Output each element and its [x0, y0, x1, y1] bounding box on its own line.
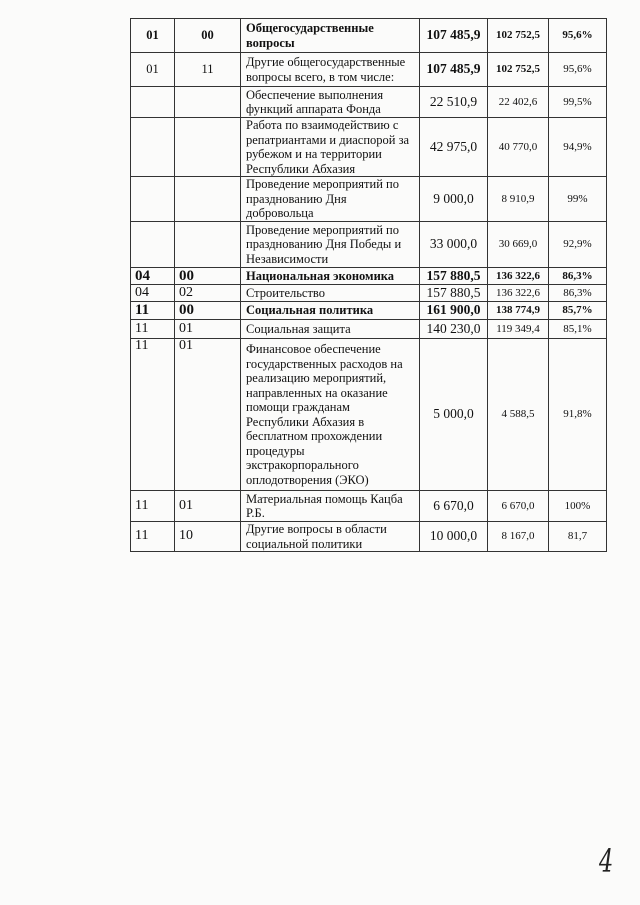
section-code — [131, 87, 175, 118]
planned-amount: 22 510,9 — [420, 87, 488, 118]
actual-amount: 102 752,5 — [488, 19, 549, 53]
handwritten-page-number: 4 — [599, 842, 614, 880]
section-code: 11 — [131, 302, 175, 320]
section-code — [131, 222, 175, 268]
section-code — [131, 118, 175, 177]
item-name: Работа по взаимодействию с репатриантами и диаспорой за рубежом и на территории Республики Абхазия — [241, 118, 420, 177]
planned-amount: 6 670,0 — [420, 491, 488, 522]
table-row — [131, 53, 607, 87]
section-code: 01 — [131, 19, 175, 53]
planned-amount: 5 000,0 — [420, 339, 488, 491]
table-row — [131, 339, 607, 491]
table-row — [131, 87, 607, 118]
subsection-code: 00 — [175, 268, 241, 285]
planned-amount: 42 975,0 — [420, 118, 488, 177]
subsection-code: 01 — [175, 491, 241, 522]
actual-amount: 4 588,5 — [488, 339, 549, 491]
table-row — [131, 268, 607, 285]
execution-percent: 95,6% — [549, 19, 607, 53]
actual-amount: 8 167,0 — [488, 522, 549, 552]
item-name: Финансовое обеспечение государственных расходов на реализацию мероприятий, направленных на оказание помощи гражданам Республики Абхазия в бесплатном прохождении процедуры экстракорпорального оплодотворения (ЭКО) — [241, 339, 420, 491]
item-name: Другие общегосударственные вопросы всего, в том числе: — [241, 53, 420, 87]
table-row — [131, 491, 607, 522]
item-name: Материальная помощь Кацба Р.Б. — [241, 491, 420, 522]
subsection-code: 01 — [175, 320, 241, 339]
subsection-code: 10 — [175, 522, 241, 552]
planned-amount: 10 000,0 — [420, 522, 488, 552]
actual-amount: 119 349,4 — [488, 320, 549, 339]
execution-percent: 85,1% — [549, 320, 607, 339]
subsection-code — [175, 177, 241, 222]
planned-amount: 107 485,9 — [420, 19, 488, 53]
table-row — [131, 222, 607, 268]
budget-table — [130, 18, 607, 552]
section-code — [131, 177, 175, 222]
item-name: Обеспечение выполнения функций аппарата Фонда — [241, 87, 420, 118]
actual-amount: 138 774,9 — [488, 302, 549, 320]
table-row — [131, 285, 607, 302]
subsection-code: 00 — [175, 302, 241, 320]
planned-amount: 107 485,9 — [420, 53, 488, 87]
actual-amount: 136 322,6 — [488, 285, 549, 302]
item-name: Общегосударственные вопросы — [241, 19, 420, 53]
execution-percent: 85,7% — [549, 302, 607, 320]
actual-amount: 102 752,5 — [488, 53, 549, 87]
actual-amount: 22 402,6 — [488, 87, 549, 118]
section-code: 11 — [131, 522, 175, 552]
table-row — [131, 522, 607, 552]
subsection-code — [175, 222, 241, 268]
table-row — [131, 118, 607, 177]
section-code: 04 — [131, 285, 175, 302]
section-code: 11 — [131, 339, 175, 491]
execution-percent: 91,8% — [549, 339, 607, 491]
actual-amount: 8 910,9 — [488, 177, 549, 222]
subsection-code — [175, 118, 241, 177]
section-code: 11 — [131, 320, 175, 339]
execution-percent: 86,3% — [549, 268, 607, 285]
table-row — [131, 302, 607, 320]
actual-amount: 6 670,0 — [488, 491, 549, 522]
item-name: Национальная экономика — [241, 268, 420, 285]
execution-percent: 100% — [549, 491, 607, 522]
item-name: Проведение мероприятий по празднованию Дня добровольца — [241, 177, 420, 222]
execution-percent: 99,5% — [549, 87, 607, 118]
item-name: Социальная защита — [241, 320, 420, 339]
execution-percent: 94,9% — [549, 118, 607, 177]
planned-amount: 9 000,0 — [420, 177, 488, 222]
planned-amount: 140 230,0 — [420, 320, 488, 339]
subsection-code: 00 — [175, 19, 241, 53]
item-name: Другие вопросы в области социальной политики — [241, 522, 420, 552]
execution-percent: 95,6% — [549, 53, 607, 87]
planned-amount: 157 880,5 — [420, 268, 488, 285]
actual-amount: 30 669,0 — [488, 222, 549, 268]
section-code: 11 — [131, 491, 175, 522]
item-name: Проведение мероприятий по празднованию Дня Победы и Независимости — [241, 222, 420, 268]
table-row — [131, 19, 607, 53]
subsection-code: 11 — [175, 53, 241, 87]
table-row — [131, 320, 607, 339]
section-code: 04 — [131, 268, 175, 285]
planned-amount: 157 880,5 — [420, 285, 488, 302]
item-name: Строительство — [241, 285, 420, 302]
item-name: Социальная политика — [241, 302, 420, 320]
section-code: 01 — [131, 53, 175, 87]
planned-amount: 161 900,0 — [420, 302, 488, 320]
table-row — [131, 177, 607, 222]
execution-percent: 81,7 — [549, 522, 607, 552]
actual-amount: 136 322,6 — [488, 268, 549, 285]
subsection-code: 01 — [175, 339, 241, 491]
planned-amount: 33 000,0 — [420, 222, 488, 268]
subsection-code: 02 — [175, 285, 241, 302]
actual-amount: 40 770,0 — [488, 118, 549, 177]
execution-percent: 86,3% — [549, 285, 607, 302]
execution-percent: 92,9% — [549, 222, 607, 268]
subsection-code — [175, 87, 241, 118]
execution-percent: 99% — [549, 177, 607, 222]
